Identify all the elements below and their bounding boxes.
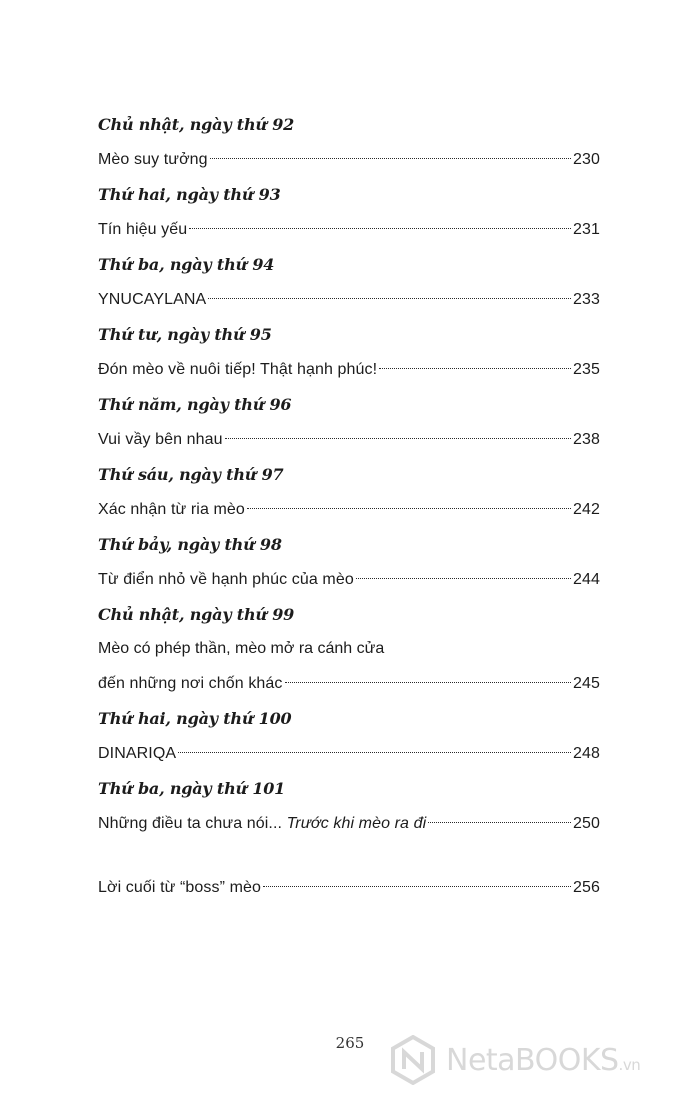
page-number: 265 [335,1034,365,1052]
toc-entry-title [98,666,283,702]
toc-entry-title-text: YNUCAYLANA [98,291,207,308]
toc-leader-dots [189,228,571,229]
table-of-contents [98,108,600,906]
toc-leader-dots [247,508,571,509]
toc-entry[interactable] [98,352,600,388]
toc-day-heading: Thứ bảy, ngày thứ 98 [98,535,282,554]
toc-section [98,388,600,458]
toc-entry-title-italic: Trước khi mèo ra đi [286,815,427,832]
toc-section [98,772,600,842]
toc-entry-title [98,492,245,528]
toc-entry-title-text: đến những nơi chốn khác [98,675,283,692]
toc-day-heading: Thứ ba, ngày thứ 94 [98,255,275,274]
toc-section [98,598,600,702]
watermark [388,1030,693,1090]
toc-section [98,248,600,318]
toc-entry[interactable] [98,562,600,598]
toc-entry[interactable] [98,212,600,248]
toc-entry-title-text: Xác nhận từ ria mèo [98,501,245,518]
watermark-text [446,1043,640,1078]
netabooks-logo-icon [388,1035,438,1085]
toc-leader-dots [428,822,571,823]
toc-entry[interactable] [98,422,600,458]
toc-entry-page: 250 [573,815,600,832]
toc-entry-title [98,562,354,598]
toc-day-heading: Thứ ba, ngày thứ 101 [98,779,286,798]
toc-day-heading: Thứ hai, ngày thứ 93 [98,185,281,204]
toc-leader-dots [356,578,571,579]
toc-entry-page: 235 [573,361,600,378]
toc-entry-title-text: Đón mèo về nuôi tiếp! Thật hạnh phúc! [98,361,378,378]
toc-day-heading: Chủ nhật, ngày thứ 99 [98,605,295,624]
toc-entry-title-line: Mèo có phép thần, mèo mở ra cánh cửa [98,640,385,657]
toc-entry-final[interactable] [98,870,600,906]
toc-entry-page: 238 [573,431,600,448]
toc-entry-title-text: Từ điển nhỏ về hạnh phúc của mèo [98,571,354,588]
toc-entry-page: 248 [573,745,600,762]
toc-leader-dots [263,886,571,887]
toc-day-heading: Thứ tư, ngày thứ 95 [98,325,272,344]
toc-entry-title-text: Vui vầy bên nhau [98,431,223,448]
toc-entry-title-text: Mèo suy tưởng [98,151,208,168]
toc-entry-title-text: Tín hiệu yếu [98,221,188,238]
toc-entry-title [98,422,223,458]
toc-entry[interactable] [98,736,600,772]
toc-gap [98,842,600,870]
toc-day-heading: Thứ sáu, ngày thứ 97 [98,465,284,484]
toc-entry-title-text: DINARIQA [98,745,177,762]
toc-entry-title [98,736,176,772]
toc-entry[interactable] [98,282,600,318]
toc-entry[interactable] [98,666,600,702]
toc-entry-title [98,212,187,248]
toc-leader-dots [225,438,571,439]
toc-leader-dots [210,158,571,159]
toc-entry-title [98,806,426,842]
toc-section [98,528,600,598]
toc-section [98,178,600,248]
toc-leader-dots [178,752,571,753]
toc-entry-page: 233 [573,291,600,308]
toc-entry[interactable] [98,492,600,528]
toc-leader-dots [379,368,571,369]
toc-day-heading: Chủ nhật, ngày thứ 92 [98,115,295,134]
toc-entry-title-text: Những điều ta chưa nói... [98,815,287,832]
toc-entry-title: Lời cuối từ “boss” mèo [98,879,262,896]
toc-entry-title [98,282,206,318]
toc-section [98,318,600,388]
toc-entry-title [98,352,377,388]
toc-entry-page: 244 [573,571,600,588]
toc-sections [98,108,600,842]
toc-entry-page: 231 [573,221,600,238]
toc-leader-dots [285,682,571,683]
toc-entry[interactable] [98,142,600,178]
toc-day-heading: Thứ năm, ngày thứ 96 [98,395,292,414]
toc-entry-page: 242 [573,501,600,518]
watermark-brand: NetaBOOKS [446,1042,619,1078]
watermark-suffix: .vn [618,1055,641,1074]
toc-day-heading: Thứ hai, ngày thứ 100 [98,709,292,728]
toc-section [98,702,600,772]
toc-entry-page: 245 [573,675,600,692]
toc-leader-dots [208,298,571,299]
toc-entry-title [98,142,208,178]
toc-entry[interactable] [98,806,600,842]
toc-entry-page: 256 [573,879,600,896]
toc-section [98,458,600,528]
toc-entry-page: 230 [573,151,600,168]
toc-section [98,108,600,178]
